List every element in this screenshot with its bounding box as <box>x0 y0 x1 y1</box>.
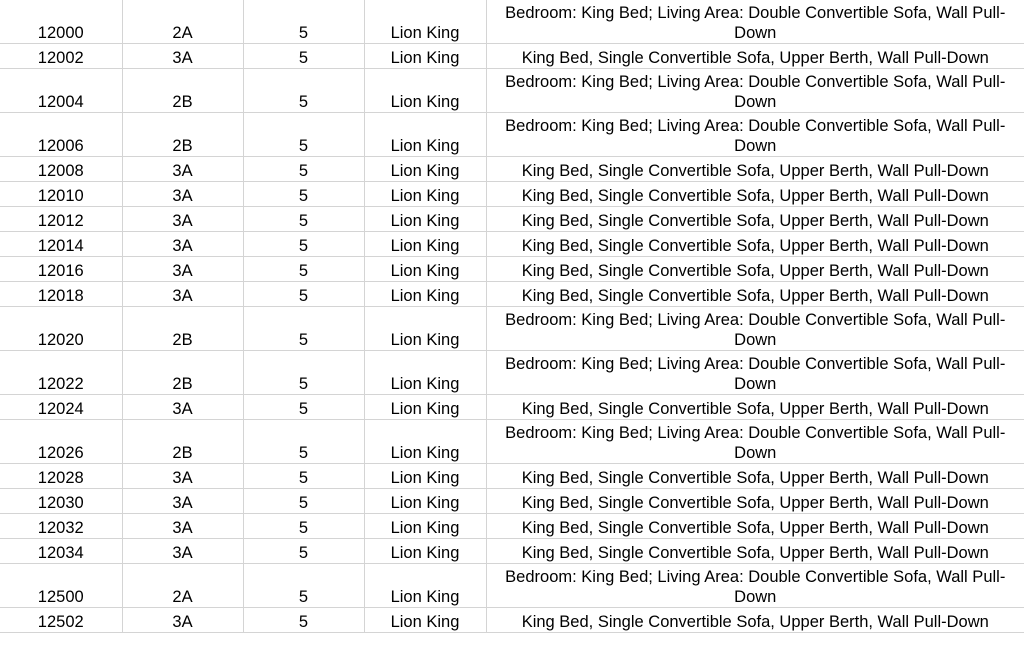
category-cell[interactable]: 3A <box>122 395 243 420</box>
cabin-number-cell[interactable]: 12000 <box>0 0 122 44</box>
category-cell[interactable]: 3A <box>122 44 243 69</box>
table-row <box>0 420 1024 464</box>
theme-cell[interactable]: Lion King <box>364 351 486 395</box>
cabin-number-cell[interactable]: 12034 <box>0 539 122 564</box>
bedding-cell[interactable]: Bedroom: King Bed; Living Area: Double Convertible Sofa, Wall Pull-Down <box>486 420 1024 464</box>
deck-cell[interactable]: 5 <box>243 207 364 232</box>
deck-cell[interactable]: 5 <box>243 307 364 351</box>
table-row <box>0 232 1024 257</box>
cabin-number-cell[interactable]: 12010 <box>0 182 122 207</box>
deck-cell[interactable]: 5 <box>243 69 364 113</box>
cabin-number-cell[interactable]: 12032 <box>0 514 122 539</box>
deck-cell[interactable]: 5 <box>243 351 364 395</box>
deck-cell[interactable]: 5 <box>243 113 364 157</box>
category-cell[interactable]: 3A <box>122 464 243 489</box>
deck-cell[interactable]: 5 <box>243 608 364 633</box>
theme-cell[interactable]: Lion King <box>364 69 486 113</box>
bedding-cell[interactable]: King Bed, Single Convertible Sofa, Upper Berth, Wall Pull-Down <box>486 182 1024 207</box>
cabin-number-cell[interactable]: 12008 <box>0 157 122 182</box>
cabin-number-cell[interactable]: 12006 <box>0 113 122 157</box>
table-row <box>0 207 1024 232</box>
bedding-cell[interactable]: Bedroom: King Bed; Living Area: Double Convertible Sofa, Wall Pull-Down <box>486 351 1024 395</box>
table-row <box>0 307 1024 351</box>
category-cell[interactable]: 3A <box>122 608 243 633</box>
bedding-cell[interactable]: Bedroom: King Bed; Living Area: Double Convertible Sofa, Wall Pull-Down <box>486 113 1024 157</box>
theme-cell[interactable]: Lion King <box>364 395 486 420</box>
category-cell[interactable]: 3A <box>122 157 243 182</box>
deck-cell[interactable]: 5 <box>243 0 364 44</box>
deck-cell[interactable]: 5 <box>243 44 364 69</box>
category-cell[interactable]: 2A <box>122 0 243 44</box>
category-cell[interactable]: 3A <box>122 514 243 539</box>
cabin-number-cell[interactable]: 12022 <box>0 351 122 395</box>
table-row <box>0 608 1024 633</box>
cabin-number-cell[interactable]: 12020 <box>0 307 122 351</box>
table-row <box>0 395 1024 420</box>
cabin-number-cell[interactable]: 12016 <box>0 257 122 282</box>
category-cell[interactable]: 3A <box>122 282 243 307</box>
theme-cell[interactable]: Lion King <box>364 257 486 282</box>
theme-cell[interactable]: Lion King <box>364 564 486 608</box>
deck-cell[interactable]: 5 <box>243 420 364 464</box>
table-row <box>0 514 1024 539</box>
cabin-number-cell[interactable]: 12014 <box>0 232 122 257</box>
theme-cell[interactable]: Lion King <box>364 489 486 514</box>
deck-cell[interactable]: 5 <box>243 564 364 608</box>
cabin-number-cell[interactable]: 12012 <box>0 207 122 232</box>
cabin-number-cell[interactable]: 12028 <box>0 464 122 489</box>
theme-cell[interactable]: Lion King <box>364 232 486 257</box>
category-cell[interactable]: 3A <box>122 207 243 232</box>
deck-cell[interactable]: 5 <box>243 157 364 182</box>
deck-cell[interactable]: 5 <box>243 257 364 282</box>
table-row <box>0 351 1024 395</box>
bedding-cell[interactable]: King Bed, Single Convertible Sofa, Upper Berth, Wall Pull-Down <box>486 608 1024 633</box>
cabin-number-cell[interactable]: 12002 <box>0 44 122 69</box>
table-row <box>0 44 1024 69</box>
cabin-number-cell[interactable]: 12500 <box>0 564 122 608</box>
category-cell[interactable]: 3A <box>122 182 243 207</box>
theme-cell[interactable]: Lion King <box>364 608 486 633</box>
category-cell[interactable]: 3A <box>122 489 243 514</box>
bedding-cell[interactable]: King Bed, Single Convertible Sofa, Upper Berth, Wall Pull-Down <box>486 489 1024 514</box>
theme-cell[interactable]: Lion King <box>364 182 486 207</box>
theme-cell[interactable]: Lion King <box>364 44 486 69</box>
table-row <box>0 464 1024 489</box>
category-cell[interactable]: 3A <box>122 232 243 257</box>
theme-cell[interactable]: Lion King <box>364 539 486 564</box>
category-cell[interactable]: 3A <box>122 257 243 282</box>
cabin-number-cell[interactable]: 12024 <box>0 395 122 420</box>
bedding-cell[interactable]: Bedroom: King Bed; Living Area: Double Convertible Sofa, Wall Pull-Down <box>486 69 1024 113</box>
bedding-cell[interactable]: King Bed, Single Convertible Sofa, Upper Berth, Wall Pull-Down <box>486 232 1024 257</box>
cabin-number-cell[interactable]: 12502 <box>0 608 122 633</box>
category-cell[interactable]: 2A <box>122 564 243 608</box>
table-row <box>0 182 1024 207</box>
theme-cell[interactable]: Lion King <box>364 464 486 489</box>
table-row <box>0 69 1024 113</box>
deck-cell[interactable]: 5 <box>243 232 364 257</box>
deck-cell[interactable]: 5 <box>243 395 364 420</box>
bedding-cell[interactable]: King Bed, Single Convertible Sofa, Upper Berth, Wall Pull-Down <box>486 395 1024 420</box>
cabin-number-cell[interactable]: 12018 <box>0 282 122 307</box>
table-row <box>0 564 1024 608</box>
theme-cell[interactable]: Lion King <box>364 514 486 539</box>
bedding-cell[interactable]: King Bed, Single Convertible Sofa, Upper Berth, Wall Pull-Down <box>486 539 1024 564</box>
category-cell[interactable]: 2B <box>122 307 243 351</box>
bedding-cell[interactable]: King Bed, Single Convertible Sofa, Upper Berth, Wall Pull-Down <box>486 44 1024 69</box>
bedding-cell[interactable]: Bedroom: King Bed; Living Area: Double Convertible Sofa, Wall Pull-Down <box>486 0 1024 44</box>
bedding-cell[interactable]: King Bed, Single Convertible Sofa, Upper Berth, Wall Pull-Down <box>486 282 1024 307</box>
theme-cell[interactable]: Lion King <box>364 113 486 157</box>
bedding-cell[interactable]: King Bed, Single Convertible Sofa, Upper Berth, Wall Pull-Down <box>486 257 1024 282</box>
cabin-number-cell[interactable]: 12026 <box>0 420 122 464</box>
cabin-number-cell[interactable]: 12030 <box>0 489 122 514</box>
table-row <box>0 113 1024 157</box>
bedding-cell[interactable]: Bedroom: King Bed; Living Area: Double Convertible Sofa, Wall Pull-Down <box>486 307 1024 351</box>
bedding-cell[interactable]: King Bed, Single Convertible Sofa, Upper Berth, Wall Pull-Down <box>486 514 1024 539</box>
theme-cell[interactable]: Lion King <box>364 0 486 44</box>
deck-cell[interactable]: 5 <box>243 182 364 207</box>
bedding-cell[interactable]: King Bed, Single Convertible Sofa, Upper Berth, Wall Pull-Down <box>486 464 1024 489</box>
category-cell[interactable]: 2B <box>122 69 243 113</box>
theme-cell[interactable]: Lion King <box>364 157 486 182</box>
category-cell[interactable]: 2B <box>122 351 243 395</box>
deck-cell[interactable]: 5 <box>243 282 364 307</box>
table-row <box>0 157 1024 182</box>
bedding-cell[interactable]: King Bed, Single Convertible Sofa, Upper Berth, Wall Pull-Down <box>486 157 1024 182</box>
theme-cell[interactable]: Lion King <box>364 282 486 307</box>
deck-cell[interactable]: 5 <box>243 464 364 489</box>
table-row <box>0 489 1024 514</box>
bedding-cell[interactable]: King Bed, Single Convertible Sofa, Upper Berth, Wall Pull-Down <box>486 207 1024 232</box>
deck-cell[interactable]: 5 <box>243 514 364 539</box>
category-cell[interactable]: 3A <box>122 539 243 564</box>
deck-cell[interactable]: 5 <box>243 489 364 514</box>
table-row <box>0 282 1024 307</box>
table-row <box>0 257 1024 282</box>
category-cell[interactable]: 2B <box>122 113 243 157</box>
table-row <box>0 0 1024 44</box>
theme-cell[interactable]: Lion King <box>364 420 486 464</box>
category-cell[interactable]: 2B <box>122 420 243 464</box>
bedding-cell[interactable]: Bedroom: King Bed; Living Area: Double Convertible Sofa, Wall Pull-Down <box>486 564 1024 608</box>
theme-cell[interactable]: Lion King <box>364 307 486 351</box>
table-row <box>0 539 1024 564</box>
cabin-number-cell[interactable]: 12004 <box>0 69 122 113</box>
deck-cell[interactable]: 5 <box>243 539 364 564</box>
theme-cell[interactable]: Lion King <box>364 207 486 232</box>
